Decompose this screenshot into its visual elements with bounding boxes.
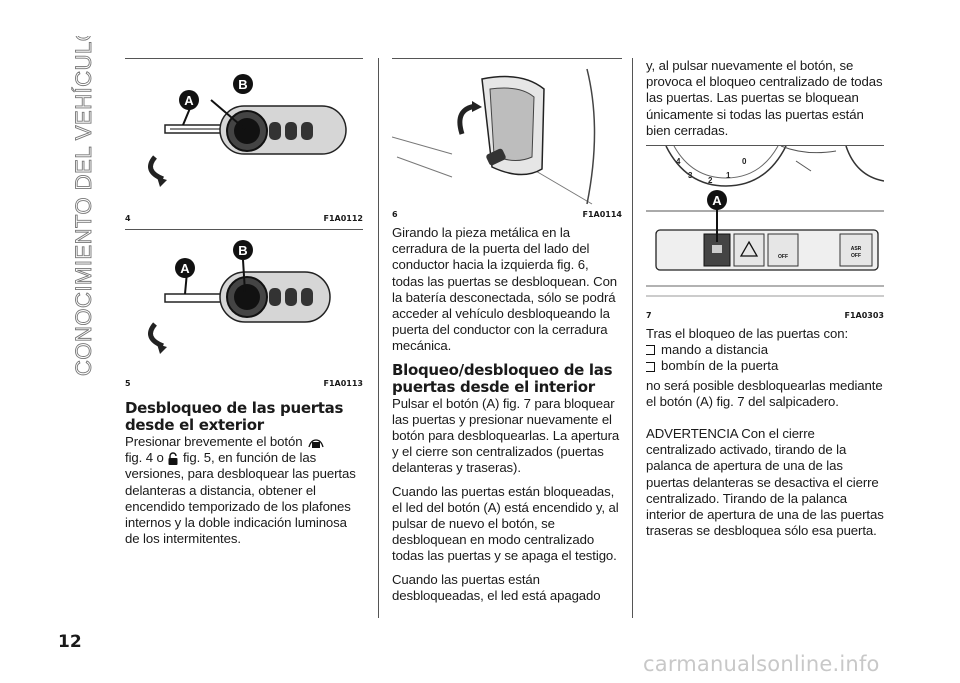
- section-title-vertical: [58, 36, 104, 381]
- figure-caption: [392, 207, 622, 225]
- list-item-text: mando a distancia: [661, 342, 769, 358]
- column-1: [125, 58, 363, 547]
- label-b: B: [238, 77, 248, 92]
- unlock-icon: [167, 452, 179, 466]
- key-fob-illustration: [125, 59, 363, 211]
- list-item-text: bombín de la puerta: [661, 358, 779, 374]
- figure-4: [125, 59, 363, 230]
- column-divider: [378, 58, 379, 618]
- section-title-text: CONOCIMIENTO DEL VEHÍCULO: [71, 36, 96, 376]
- watermark: carmanualsonline.info: [643, 652, 880, 676]
- figure-code: F1A0112: [323, 214, 363, 223]
- section-heading: Bloqueo/desbloqueo de las puertas desde el interior: [392, 360, 613, 396]
- figure-5: [125, 230, 363, 394]
- paragraph-text: Presionar brevemente el botón: [125, 434, 303, 449]
- label-a: A: [180, 261, 190, 276]
- bullet-icon: [646, 345, 655, 355]
- dial-number: 2: [708, 176, 713, 186]
- list-item: [646, 342, 884, 358]
- paragraph: ADVERTENCIA Con el cierre centralizado activado, tirando de la palanca de apertura de una de las puertas delanteras se desactiva el cierre centralizado. Tirando de la palanca interior de apertura de una de las puertas traseras se desbloquea sólo esa puerta.: [646, 426, 884, 539]
- column-divider: [632, 58, 633, 618]
- figure-number: 6: [392, 210, 398, 219]
- section-heading: Desbloqueo de las puertas desde el exterior: [125, 399, 344, 434]
- paragraph: Tras el bloqueo de las puertas con:: [646, 326, 849, 342]
- paragraph: Girando la pieza metálica en la cerradura de la puerta del lado del conductor hacia la izquierda fig. 6, todas las puertas se desbloquean. Con la batería desconectada, sólo se podrá acceder al vehículo desbloqueando la puerta del conductor con la cerradura mecánica.: [392, 225, 618, 354]
- bullet-icon: [646, 362, 655, 372]
- paragraph-text: fig. 5, en función de las versiones, para desbloquear las puertas delanteras a distancia, obtener el encendido temporizado de los plafones internos y la doble indicación luminosa de los intermitentes.: [125, 450, 356, 547]
- dial-number: 3: [688, 171, 693, 181]
- paragraph: Pulsar el botón (A) fig. 7 para bloquear las puertas y presionar nuevamente el botón para desbloquearlas. La apertura y el cierre son centralizados (puertas delanteras y traseras).: [392, 395, 620, 476]
- unlock-remote-icon: [306, 437, 326, 449]
- paragraph: Cuando las puertas están desbloqueadas, el led está apagado: [392, 571, 601, 603]
- paragraph: [125, 434, 363, 547]
- column-2: [392, 58, 622, 611]
- figure-6: [392, 59, 622, 225]
- key-fob-flip-illustration: [125, 230, 363, 376]
- dashboard-switch-panel-illustration: [646, 146, 884, 308]
- button-text-asr-off: OFF: [851, 253, 861, 260]
- paragraph: y, al pulsar nuevamente el botón, se provoca el bloqueo centralizado de todas las puertas. Las puertas se bloquean únicamente si todas las puertas están bien cerradas.: [646, 58, 883, 138]
- figure-number: 5: [125, 379, 131, 388]
- label-a: A: [184, 93, 194, 108]
- paragraph-text: fig. 4 o: [125, 450, 164, 466]
- figure-code: F1A0113: [323, 379, 363, 388]
- figure-number: 7: [646, 311, 652, 321]
- figure-code: F1A0114: [582, 210, 622, 219]
- figure-caption: [125, 376, 363, 394]
- figure-caption: [646, 308, 884, 326]
- button-text-off: OFF: [778, 254, 788, 261]
- page-number: 12: [58, 632, 82, 652]
- dial-number: 1: [726, 171, 731, 181]
- figure-caption: [125, 211, 363, 229]
- list-item: [646, 358, 884, 374]
- door-lock-illustration: [392, 59, 622, 207]
- figure-code: F1A0303: [844, 311, 884, 321]
- figure-7: [646, 146, 884, 326]
- button-text-asr: ASR: [850, 246, 862, 253]
- paragraph: no será posible desbloquearlas mediante el botón (A) fig. 7 del salpicadero.: [646, 377, 883, 409]
- dial-number: 0: [742, 157, 747, 167]
- dial-number: 4: [676, 157, 681, 167]
- label-a: A: [712, 193, 722, 209]
- column-3: [646, 58, 884, 546]
- label-b: B: [238, 243, 248, 258]
- paragraph: Cuando las puertas están bloqueadas, el led del botón (A) está encendido y, al pulsar de nuevo el botón, se desbloquean en modo centralizado todas las puertas y se apaga el testigo.: [392, 483, 619, 564]
- figure-number: 4: [125, 214, 131, 223]
